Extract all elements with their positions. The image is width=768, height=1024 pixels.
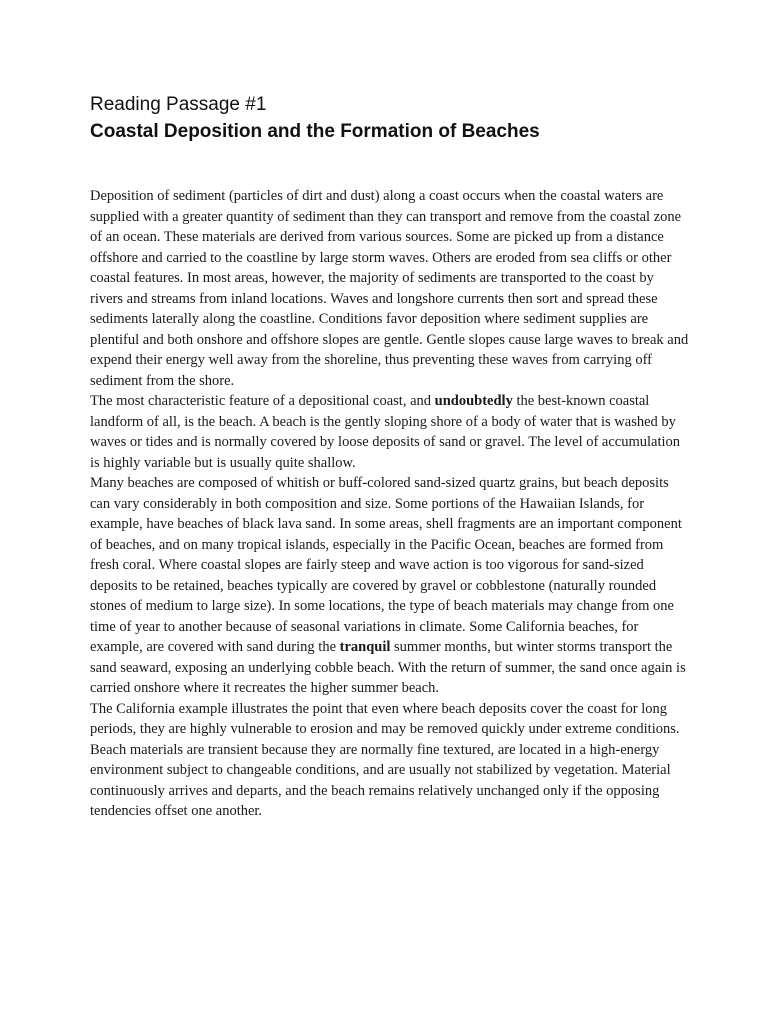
paragraph-2-text-b: the best-known coastal landform of all, is the beach. A beach is the gently sloping shore of a body of water that is washed by waves or tides and is normally covered by loose deposits of sand or gravel. The level of accumulation is highly variable but is usually quite shallow. — [90, 393, 681, 471]
paragraph-3-text-a: Many beaches are composed of whitish or buff-colored sand-sized quartz grains, but beach deposits can vary considerably in both composition and size. Some portions of the Hawaiian Islands, for example, have beaches of black lava sand. In some areas, shell fragments are an important component of beaches, and on many tropical islands, especially in the Pacific Ocean, beaches are formed from fresh coral. Where coastal slopes are fairly steep and wave action is too vigorous for sand-sized deposits to be retained, beaches typically are covered by gravel or cobblestone (naturally rounded stones of medium to large size). In some locations, the type of beach materials may change from one time of year to another because of seasonal variations in climate. Some California beaches, for example, are covered with sand during the — [90, 475, 682, 655]
bold-term-tranquil: tranquil — [339, 639, 391, 655]
paragraph-3 — [90, 473, 690, 699]
paragraph-1 — [90, 186, 690, 391]
paragraph-4-text: The California example illustrates the point that even where beach deposits cover the coast for long periods, they are highly vulnerable to erosion and may be removed quickly under extreme conditions. Beach materials are transient because they are normally fine textured, are located in a high-energy environment subject to changeable conditions, and are usually not stabilized by vegetation. Material continuously arrives and departs, and the beach remains relatively unchanged only if the opposing tendencies offset one another. — [90, 700, 680, 819]
passage-number-heading: Reading Passage #1 — [90, 94, 267, 115]
bold-term-undoubtedly: undoubtedly — [434, 393, 513, 409]
paragraph-2-text-a: The most characteristic feature of a depositional coast, and — [90, 393, 435, 409]
paragraph-1-text: Deposition of sediment (particles of dirt and dust) along a coast occurs when the coastal waters are supplied with a greater quantity of sediment than they can transport and remove from the coastal zone of an ocean. These materials are derived from various sources. Some are picked up from a distance offshore and carried to the coastline by large storm waves. Others are eroded from sea cliffs or other coastal features. In most areas, however, the majority of sediments are transported to the coast by rivers and streams from inland locations. Waves and longshore currents then sort and spread these sediments laterally along the coastline. Conditions favor deposition where sediment supplies are plentiful and both onshore and offshore slopes are gentle. Gentle slopes cause large waves to break and expend their energy well away from the shoreline, thus preventing these waves from carrying off sediment from the shore. — [90, 188, 689, 389]
paragraph-4 — [90, 699, 690, 822]
document-page — [90, 92, 690, 822]
paragraph-3-text-b: summer months, but winter storms transport the sand seaward, exposing an underlying cobble beach. With the return of summer, the sand once again is carried onshore where it recreates the higher summer beach. — [90, 639, 686, 696]
passage-title: Coastal Deposition and the Formation of Beaches — [90, 121, 540, 142]
paragraph-2 — [90, 391, 690, 473]
